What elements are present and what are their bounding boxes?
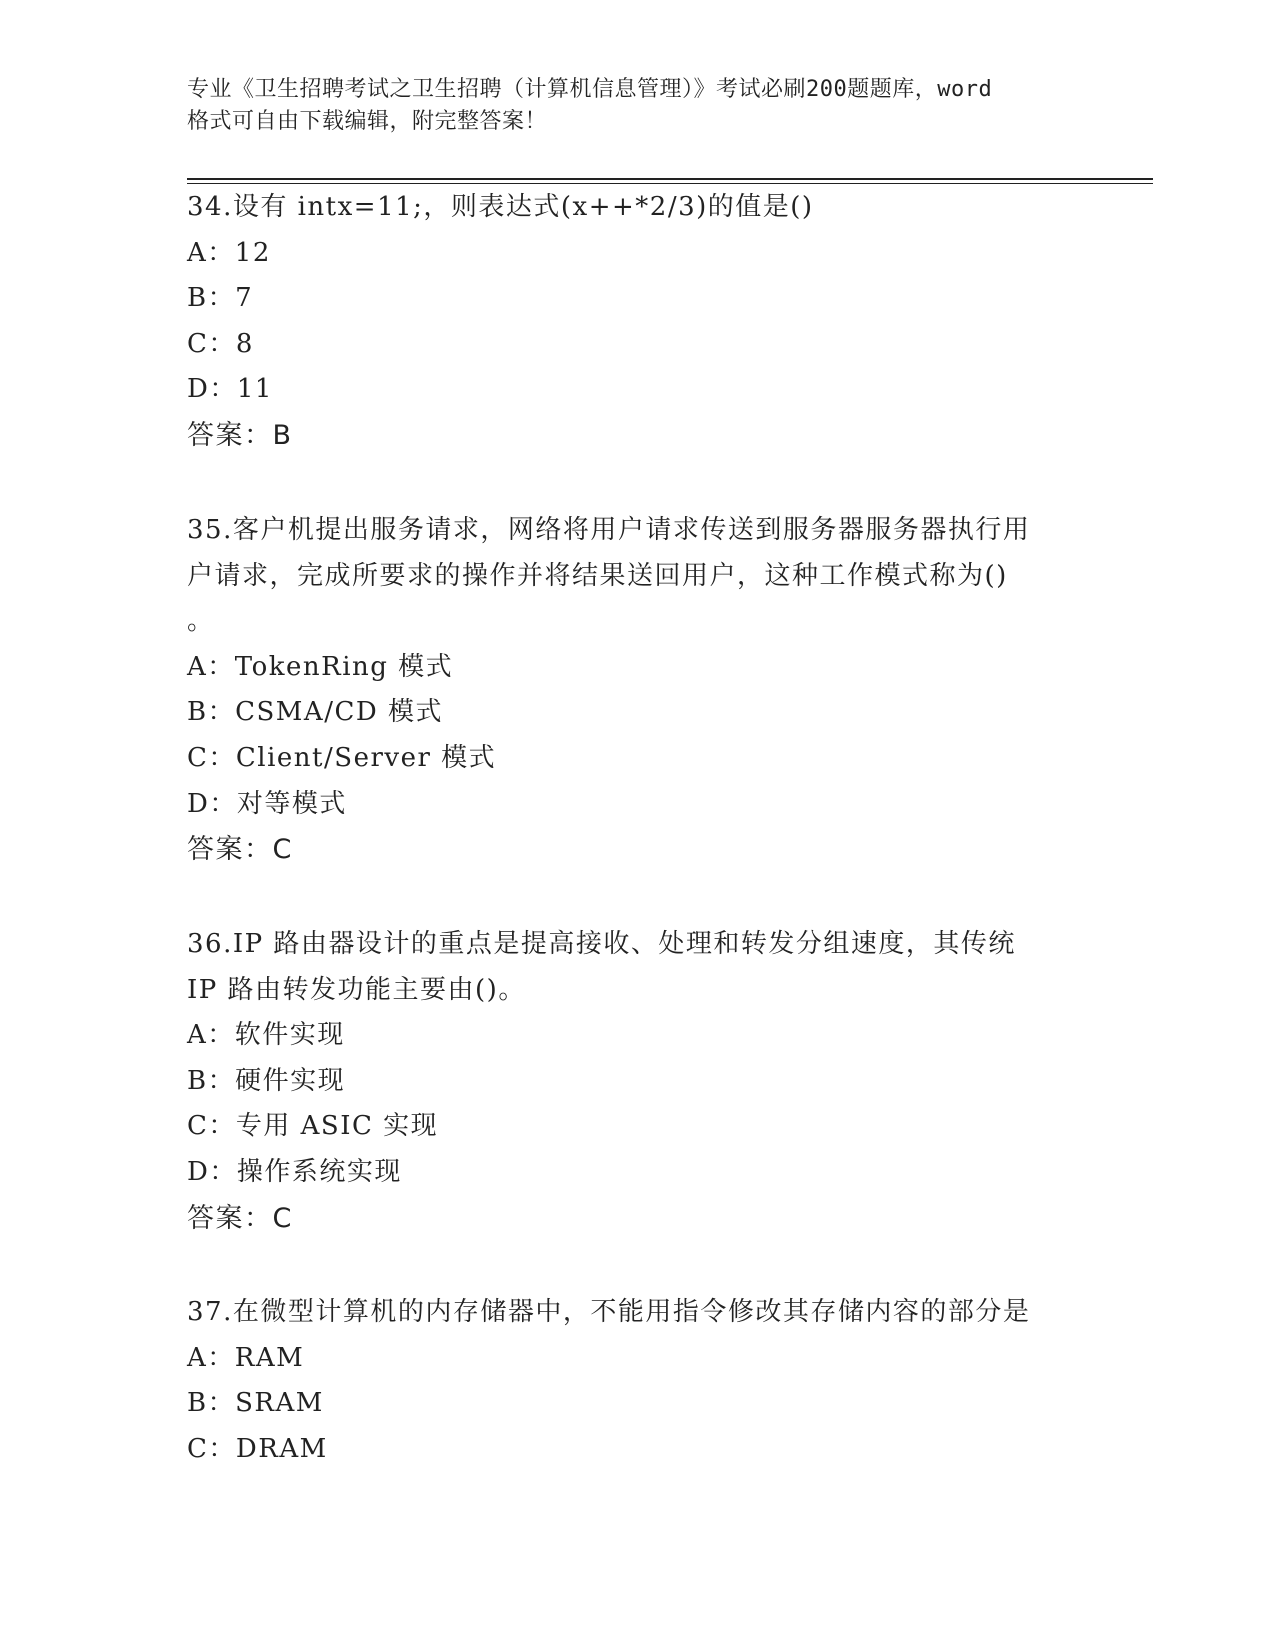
question-text: 36.IP 路由器设计的重点是提高接收、处理和转发分组速度，其传统 [187,929,1016,959]
question-text: 34.设有 intx=11;，则表达式(x++*2/3)的值是() [187,192,814,222]
question-34 [187,185,1087,459]
question-text: 。 [187,606,215,637]
answer: 答案：B [187,419,293,451]
question-37 [187,1290,1087,1472]
header-divider [187,178,1153,180]
header-divider-thin [187,183,1153,184]
option-c: C：8 [187,328,254,359]
option-b: B：CSMA/CD 模式 [187,697,443,728]
question-text: 户请求，完成所要求的操作并将结果送回用户，这种工作模式称为() [187,560,1008,591]
document-header [187,74,1087,138]
option-c: C：专用 ASIC 实现 [187,1111,439,1142]
option-c: C：DRAM [187,1433,328,1464]
option-a: A：TokenRing 模式 [187,651,454,682]
option-b: B：7 [187,283,254,314]
answer: 答案：C [187,834,293,866]
answer: 答案：C [187,1202,293,1234]
option-d: D：11 [187,374,273,405]
question-36 [187,922,1087,1241]
option-a: A：软件实现 [187,1020,345,1051]
question-text: 37.在微型计算机的内存储器中，不能用指令修改其存储内容的部分是 [187,1297,1031,1327]
option-c: C：Client/Server 模式 [187,742,497,773]
question-text: 35.客户机提出服务请求，网络将用户请求传送到服务器服务器执行用 [187,515,1031,545]
question-35 [187,508,1087,873]
option-d: D：操作系统实现 [187,1156,402,1187]
option-a: A：RAM [187,1342,305,1373]
option-b: B：SRAM [187,1388,324,1419]
option-d: D：对等模式 [187,788,347,819]
question-text: IP 路由转发功能主要由()。 [187,974,526,1005]
option-a: A：12 [187,237,271,268]
option-b: B：硬件实现 [187,1065,346,1096]
header-line-2: 格式可自由下载编辑，附完整答案！ [187,109,548,134]
header-line-1: 专业《卫生招聘考试之卫生招聘（计算机信息管理）》考试必刷200题题库，word [187,77,993,102]
